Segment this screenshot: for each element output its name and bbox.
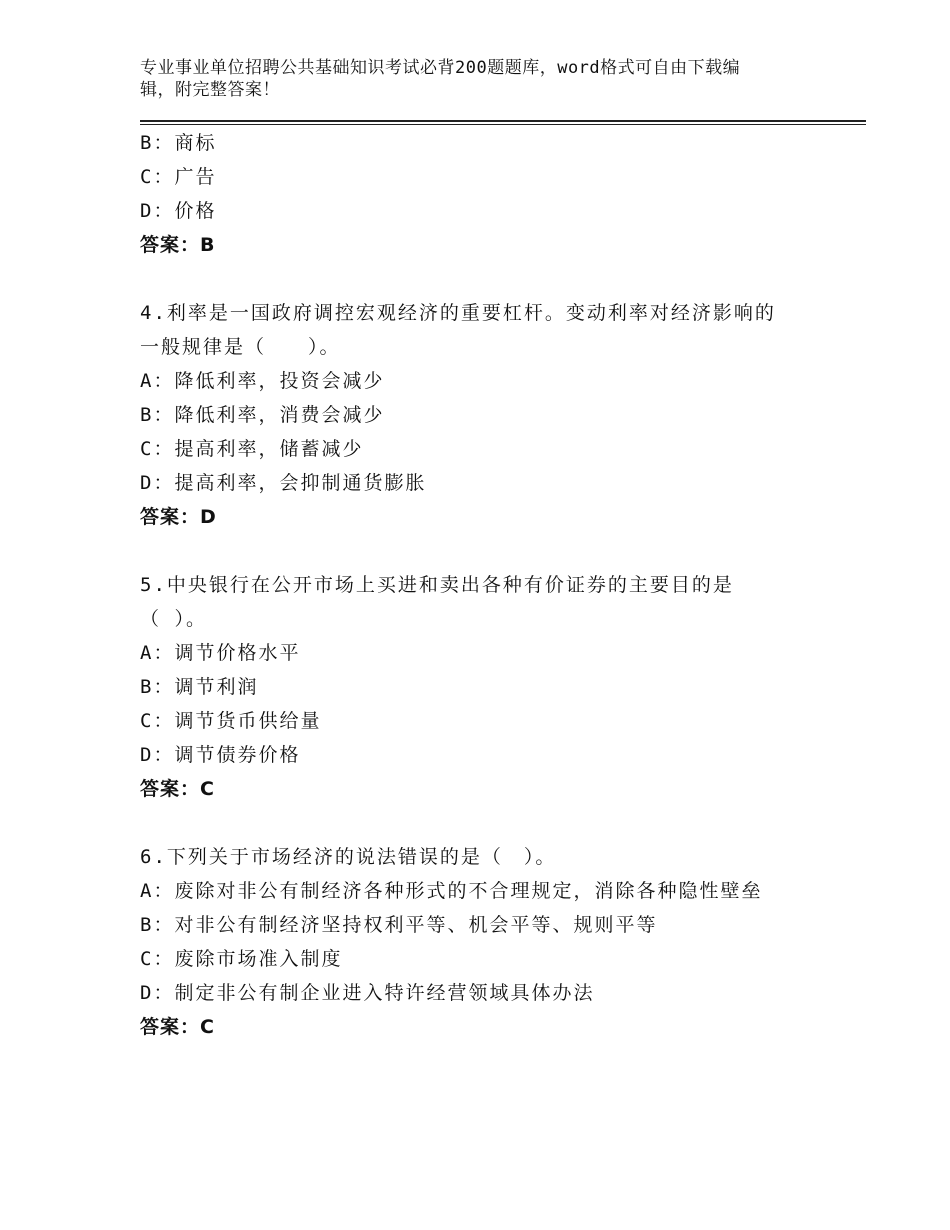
- question-stem-cont: （ ）。: [140, 608, 207, 630]
- option-d: D：调节债券价格: [140, 744, 301, 766]
- option-a: A：废除对非公有制经济各种形式的不合理规定，消除各种隐性壁垒: [140, 880, 763, 902]
- header-line-1: 专业事业单位招聘公共基础知识考试必背200题题库，word格式可自由下载编: [140, 58, 741, 78]
- answer: 答案：C: [140, 778, 215, 800]
- spacer: [140, 262, 860, 296]
- spacer: [140, 534, 860, 568]
- option-a: A：调节价格水平: [140, 642, 301, 664]
- answer: 答案：B: [140, 234, 216, 256]
- question-stem-cont: 一般规律是（ ）。: [140, 336, 341, 358]
- header-divider-thick: [140, 120, 866, 122]
- answer: 答案：D: [140, 506, 217, 528]
- question-list: [140, 126, 860, 1044]
- question-stem: 4.利率是一国政府调控宏观经济的重要杠杆。变动利率对经济影响的: [140, 302, 776, 324]
- question-stem: 5.中央银行在公开市场上买进和卖出各种有价证券的主要目的是: [140, 574, 734, 596]
- question-3: [140, 126, 860, 262]
- option-d: D：制定非公有制企业进入特许经营领域具体办法: [140, 982, 595, 1004]
- option-d: D：价格: [140, 200, 217, 222]
- question-stem: 6.下列关于市场经济的说法错误的是（ ）。: [140, 846, 557, 868]
- spacer: [140, 806, 860, 840]
- option-d: D：提高利率，会抑制通货膨胀: [140, 472, 427, 494]
- document-header: [140, 57, 800, 101]
- option-b: B：商标: [140, 132, 217, 154]
- header-line-2: 辑，附完整答案！: [140, 80, 280, 100]
- option-b: B：降低利率，消费会减少: [140, 404, 385, 426]
- option-b: B：调节利润: [140, 676, 259, 698]
- option-a: A：降低利率，投资会减少: [140, 370, 385, 392]
- option-c: C：提高利率，储蓄减少: [140, 438, 364, 460]
- option-c: C：调节货币供给量: [140, 710, 322, 732]
- option-c: C：广告: [140, 166, 217, 188]
- option-c: C：废除市场准入制度: [140, 948, 343, 970]
- answer: 答案：C: [140, 1016, 215, 1038]
- option-b: B：对非公有制经济坚持权利平等、机会平等、规则平等: [140, 914, 658, 936]
- question-5: [140, 568, 860, 806]
- question-4: [140, 296, 860, 534]
- question-6: [140, 840, 860, 1044]
- header-divider-thin: [140, 124, 866, 125]
